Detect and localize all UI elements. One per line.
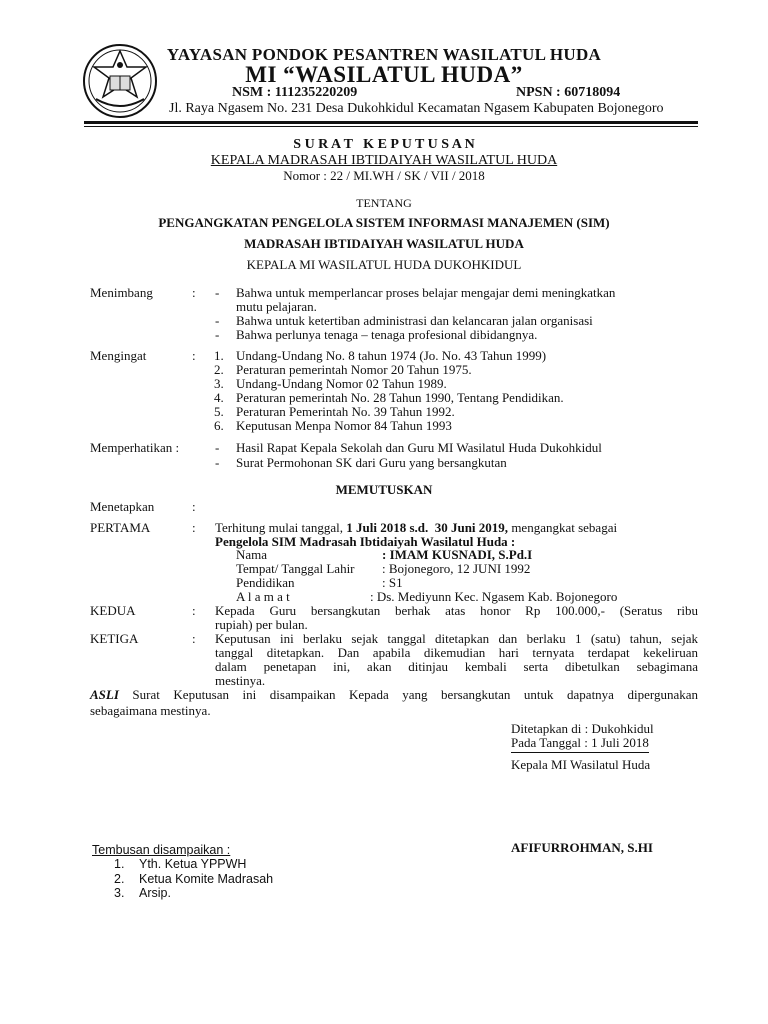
list-marker: 5. <box>214 404 224 419</box>
field-label-nama: Nama <box>236 547 268 562</box>
asli-text: Surat Keputusan ini disampaikan Kepada yang bersangkutan untuk dapatnya dipergunakan <box>118 687 698 702</box>
memutuskan-heading: MEMUTUSKAN <box>335 482 433 497</box>
list-item: Bahwa untuk ketertiban administrasi dan kelancaran jalan organisasi <box>236 313 593 328</box>
menetapkan-label: Menetapkan <box>90 499 155 514</box>
pertama-period: 1 Juli 2018 s.d. 30 Juni 2019, <box>346 520 509 535</box>
decree-issuer: KEPALA MADRASAH IBTIDAIYAH WASILATUL HUDA <box>210 153 558 168</box>
list-item: Undang-Undang Nomor 02 Tahun 1989. <box>236 376 447 391</box>
list-marker: 3. <box>214 376 224 391</box>
asli-line-2: sebagaimana mestinya. <box>90 703 211 718</box>
school-name: MI “WASILATUL HUDA” <box>245 62 523 87</box>
list-marker: 1. <box>114 857 125 871</box>
menetapkan-colon: : <box>192 499 196 514</box>
list-item: Hasil Rapat Kepala Sekolah dan Guru MI Wasilatul Huda Dukohkidul <box>236 440 602 455</box>
pertama-colon: : <box>192 520 196 535</box>
list-item: Ketua Komite Madrasah <box>139 872 274 886</box>
list-item-continuation: mutu pelajaran. <box>236 299 317 314</box>
ketiga-label: KETIGA <box>90 631 139 646</box>
pertama-role: Pengelola SIM Madrasah Ibtidaiyah Wasilatul Huda : <box>215 534 516 549</box>
list-item: Arsip. <box>139 886 171 900</box>
pertama-pre: Terhitung mulai tanggal, <box>215 520 347 535</box>
sign-place: Ditetapkan di : Dukohkidul <box>511 721 654 736</box>
field-value-alamat: : Ds. Mediyunn Kec. Ngasem Kab. Bojonegoro <box>370 589 618 604</box>
ketiga-line: Keputusan ini berlaku sejak tanggal ditetapkan dan berlaku 1 (satu) tahun, sejak <box>215 631 698 646</box>
npsn: NPSN : 60718094 <box>516 85 621 100</box>
field-value-nama: : IMAM KUSNADI, S.Pd.I <box>382 547 533 562</box>
sign-date: Pada Tanggal : 1 Juli 2018 <box>511 735 649 753</box>
menimbang-colon: : <box>192 285 196 300</box>
pertama-post: mengangkat sebagai <box>508 520 618 535</box>
ketiga-line: tanggal ditetapkan. Dan apabila dikemudian hari ternyata terdapat kekeliruan <box>215 645 698 660</box>
list-item: Surat Permohonan SK dari Guru yang bersangkutan <box>236 455 507 470</box>
list-item: Peraturan pemerintah No. 28 Tahun 1990, Tentang Pendidikan. <box>236 390 564 405</box>
list-marker: 1. <box>214 348 224 363</box>
list-item: Peraturan Pemerintah No. 39 Tahun 1992. <box>236 404 455 419</box>
decree-heading: S U R A T K E P U T U S A N <box>293 137 475 152</box>
field-value-ttl: : Bojonegoro, 12 JUNI 1992 <box>382 561 531 576</box>
asli-line-1 <box>90 687 698 703</box>
list-marker: 3. <box>114 886 125 900</box>
header-rule-thin <box>84 126 698 127</box>
list-marker: - <box>215 440 220 455</box>
sign-name: AFIFURROHMAN, S.HI <box>511 840 653 855</box>
menimbang-label: Menimbang <box>90 285 153 300</box>
list-marker: - <box>215 327 220 342</box>
list-item: Bahwa perlunya tenaga – tenaga profesional dibidangnya. <box>236 327 538 342</box>
list-item: Yth. Ketua YPPWH <box>139 857 247 871</box>
list-marker: 4. <box>214 390 224 405</box>
asli-bold: ASLI <box>90 687 119 702</box>
memperhatikan-label: Memperhatikan : <box>90 440 180 455</box>
list-item: Peraturan pemerintah Nomor 20 Tahun 1975. <box>236 362 472 377</box>
field-value-pendidikan: : S1 <box>382 575 403 590</box>
field-label-ttl: Tempat/ Tanggal Lahir <box>236 561 355 576</box>
subject-line-1: PENGANGKATAN PENGELOLA SISTEM INFORMASI MANAJEMEN (SIM) <box>158 215 610 230</box>
kedua-line-1: Kepada Guru bersangkutan berhak atas honor Rp 100.000,- (Seratus ribu <box>215 603 698 618</box>
list-marker: 2. <box>214 362 224 377</box>
mengingat-label: Mengingat <box>90 348 147 363</box>
header-rule-thick <box>84 121 698 124</box>
list-item: Bahwa untuk memperlancar proses belajar mengajar demi meningkatkan <box>236 285 616 300</box>
field-label-alamat: A l a m a t <box>236 589 290 604</box>
tembusan-label: Tembusan disampaikan : <box>92 843 231 857</box>
mengingat-colon: : <box>192 348 196 363</box>
ketiga-colon: : <box>192 631 196 646</box>
list-item: Keputusan Menpa Nomor 84 Tahun 1993 <box>236 418 452 433</box>
field-label-pendidikan: Pendidikan <box>236 575 295 590</box>
ketiga-line: mestinya. <box>215 673 266 688</box>
ketiga-line: dalam penetapan ini, akan ditinjau kembali serta dibetulkan sebagimana <box>215 659 698 674</box>
list-marker: 2. <box>114 872 125 886</box>
kedua-label: KEDUA <box>90 603 136 618</box>
decree-number: Nomor : 22 / MI.WH / SK / VII / 2018 <box>283 168 485 183</box>
list-item: Undang-Undang No. 8 tahun 1974 (Jo. No. 43 Tahun 1999) <box>236 348 547 363</box>
subject-line-2: MADRASAH IBTIDAIYAH WASILATUL HUDA <box>244 236 524 251</box>
subject-line-3: KEPALA MI WASILATUL HUDA DUKOHKIDUL <box>246 257 522 272</box>
list-marker: - <box>215 313 220 328</box>
pertama-label: PERTAMA <box>90 520 151 535</box>
nsm: NSM : 111235220209 <box>232 85 358 100</box>
kedua-line-2: rupiah) per bulan. <box>215 617 308 632</box>
list-marker: 6. <box>214 418 224 433</box>
address: Jl. Raya Ngasem No. 231 Desa Dukohkidul Kecamatan Ngasem Kabupaten Bojonegoro <box>169 101 664 116</box>
kedua-colon: : <box>192 603 196 618</box>
foundation-name: YAYASAN PONDOK PESANTREN WASILATUL HUDA <box>166 45 602 64</box>
list-marker: - <box>215 455 220 470</box>
list-marker: - <box>215 285 220 300</box>
tentang-label: TENTANG <box>356 196 412 210</box>
sign-position: Kepala MI Wasilatul Huda <box>511 757 651 772</box>
